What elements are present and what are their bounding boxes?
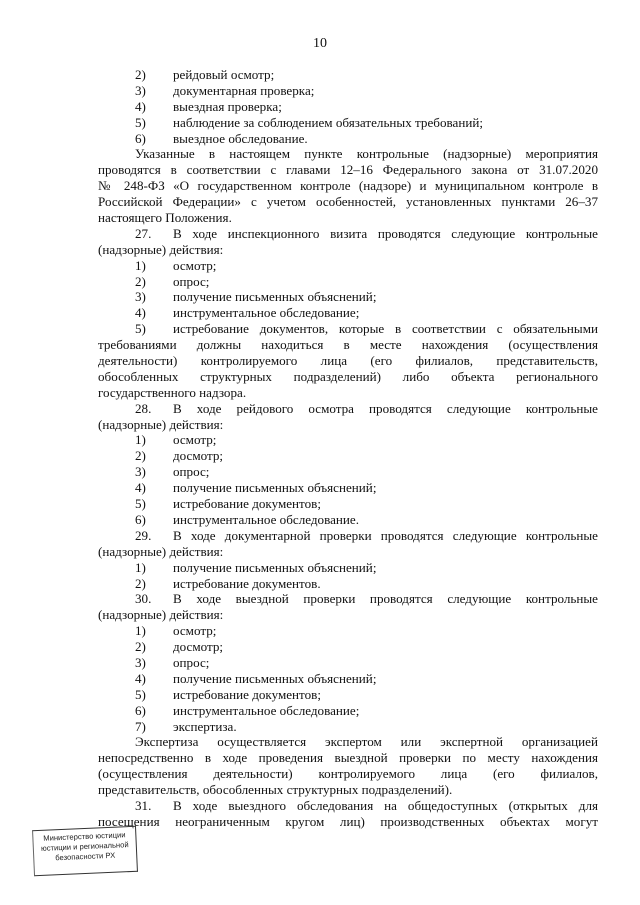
text-line: [98, 337, 598, 353]
item-number: 2): [135, 448, 146, 464]
line-text: получение письменных объяснений;: [173, 559, 377, 575]
item-number: 1): [135, 559, 146, 575]
text-line: [98, 655, 598, 671]
item-number: 31.: [135, 797, 152, 813]
text-line: [98, 162, 598, 178]
text-line: [98, 321, 598, 337]
line-text: В ходе рейдового осмотра проводятся следующие контрольные: [173, 400, 598, 416]
line-text: инструментальное обследование;: [173, 702, 360, 718]
text-line: [98, 719, 598, 735]
text-line: [98, 385, 598, 401]
item-number: 3): [135, 654, 146, 670]
line-text: досмотр;: [173, 639, 224, 655]
item-number: 5): [135, 114, 146, 130]
line-text: В ходе выездной проверки проводятся следующие контрольные: [173, 591, 598, 607]
line-text: настоящего Положения.: [98, 210, 232, 226]
text-line: [98, 464, 598, 480]
item-number: 3): [135, 289, 146, 305]
item-number: 6): [135, 511, 146, 527]
item-number: 2): [135, 639, 146, 655]
item-number: 5): [135, 321, 146, 337]
line-text: требованиями должны находиться в месте нахождения (осуществления: [98, 337, 598, 353]
line-text: экспертиза.: [173, 718, 237, 734]
item-number: 4): [135, 480, 146, 496]
item-number: 29.: [135, 527, 152, 543]
line-text: посещения неограниченным кругом лиц) производственных объектах могут: [98, 813, 598, 829]
line-text: представительств, обособленных структурных подразделений).: [98, 782, 453, 798]
item-number: 4): [135, 305, 146, 321]
line-text: истребование документов;: [173, 496, 321, 512]
text-line: [98, 305, 598, 321]
line-text: осмотр;: [173, 623, 217, 639]
line-text: выездная проверка;: [173, 98, 282, 114]
text-line: [98, 576, 598, 592]
line-text: (надзорные) действия:: [98, 607, 224, 623]
line-text: истребование документов.: [173, 575, 321, 591]
line-text: истребование документов, которые в соответствии с обязательными: [173, 321, 598, 337]
text-line: [98, 83, 598, 99]
line-text: (осуществления деятельности) контролируемого лица (его филиалов,: [98, 766, 598, 782]
page-number: 10: [313, 36, 327, 51]
item-number: 5): [135, 496, 146, 512]
item-number: 30.: [135, 591, 152, 607]
line-text: рейдовый осмотр;: [173, 67, 275, 82]
item-number: 7): [135, 718, 146, 734]
text-line: [98, 512, 598, 528]
line-text: В ходе инспекционного визита проводятся следующие контрольные: [173, 225, 598, 241]
line-text: осмотр;: [173, 257, 217, 273]
stamp-line: юстиции и региональной: [40, 840, 129, 853]
item-number: 28.: [135, 400, 152, 416]
text-line: [98, 734, 598, 750]
text-line: [98, 496, 598, 512]
line-text: получение письменных объяснений;: [173, 670, 377, 686]
text-line: [98, 782, 598, 798]
item-number: 3): [135, 82, 146, 98]
line-text: осмотр;: [173, 432, 217, 448]
text-line: [98, 798, 598, 814]
line-text: деятельности) контролируемого лица (его филиалов, представительств,: [98, 353, 598, 369]
text-line: [98, 480, 598, 496]
line-text: В ходе выездного обследования на общедоступных (открытых для: [173, 797, 598, 813]
text-line: [98, 671, 598, 687]
text-line: [98, 353, 598, 369]
line-text: Российской Федерации» с учетом особенностей, установленных пунктами 26–37: [98, 194, 598, 210]
text-line: [98, 703, 598, 719]
line-text: (надзорные) действия:: [98, 543, 224, 559]
line-text: получение письменных объяснений;: [173, 480, 377, 496]
line-text: досмотр;: [173, 448, 224, 464]
text-line: [98, 99, 598, 115]
text-line: [98, 432, 598, 448]
line-text: опрос;: [173, 273, 210, 289]
line-text: наблюдение за соблюдением обязательных требований;: [173, 114, 483, 130]
text-line: [98, 194, 598, 210]
line-text: инструментальное обследование;: [173, 305, 360, 321]
item-number: 4): [135, 670, 146, 686]
item-number: 6): [135, 702, 146, 718]
line-text: непосредственно в ходе проведения выездной проверки по месту нахождения: [98, 750, 598, 766]
text-line: [98, 591, 598, 607]
line-text: государственного надзора.: [98, 384, 247, 400]
document-body: [98, 67, 598, 830]
item-number: 6): [135, 130, 146, 146]
text-line: [98, 131, 598, 147]
item-number: 2): [135, 67, 146, 82]
line-text: № 248-ФЗ «О государственном контроле (надзоре) и муниципальном контроле в: [98, 178, 598, 194]
line-text: получение письменных объяснений;: [173, 289, 377, 305]
text-line: [98, 258, 598, 274]
line-text: истребование документов;: [173, 686, 321, 702]
stamp-line: безопасности РХ: [55, 850, 116, 863]
text-line: [98, 115, 598, 131]
item-number: 1): [135, 432, 146, 448]
text-line: [98, 146, 598, 162]
item-number: 4): [135, 98, 146, 114]
line-text: Указанные в настоящем пункте контрольные (надзорные) мероприятия: [135, 146, 598, 162]
item-number: 5): [135, 686, 146, 702]
text-line: [98, 766, 598, 782]
text-line: [98, 623, 598, 639]
item-number: 27.: [135, 225, 152, 241]
item-number: 1): [135, 257, 146, 273]
text-line: [98, 178, 598, 194]
text-line: [98, 750, 598, 766]
text-line: [98, 369, 598, 385]
text-line: [98, 607, 598, 623]
text-line: [98, 544, 598, 560]
text-line: [98, 226, 598, 242]
text-line: [98, 639, 598, 655]
line-text: проводятся в соответствии с главами 12–16 Федерального закона от 31.07.2020: [98, 162, 598, 178]
line-text: (надзорные) действия:: [98, 416, 224, 432]
text-line: [98, 528, 598, 544]
item-number: 2): [135, 575, 146, 591]
text-line: [98, 242, 598, 258]
item-number: 2): [135, 273, 146, 289]
line-text: обособленных структурных подразделений) либо объекта регионального: [98, 368, 598, 384]
text-line: [98, 67, 598, 83]
text-line: [98, 417, 598, 433]
line-text: опрос;: [173, 654, 210, 670]
stamp-line: Министерство юстиции: [43, 830, 126, 843]
line-text: В ходе документарной проверки проводятся следующие контрольные: [173, 527, 598, 543]
line-text: выездное обследование.: [173, 130, 308, 146]
line-text: инструментальное обследование.: [173, 511, 359, 527]
line-text: опрос;: [173, 464, 210, 480]
registration-stamp: [32, 826, 138, 876]
text-line: [98, 687, 598, 703]
line-text: (надзорные) действия:: [98, 241, 224, 257]
text-line: [98, 814, 598, 830]
line-text: Экспертиза осуществляется экспертом или экспертной организацией: [135, 734, 598, 750]
text-line: [98, 401, 598, 417]
item-number: 3): [135, 464, 146, 480]
item-number: 1): [135, 623, 146, 639]
text-line: [98, 289, 598, 305]
text-line: [98, 274, 598, 290]
text-line: [98, 210, 598, 226]
text-line: [98, 560, 598, 576]
text-line: [98, 448, 598, 464]
line-text: документарная проверка;: [173, 82, 315, 98]
